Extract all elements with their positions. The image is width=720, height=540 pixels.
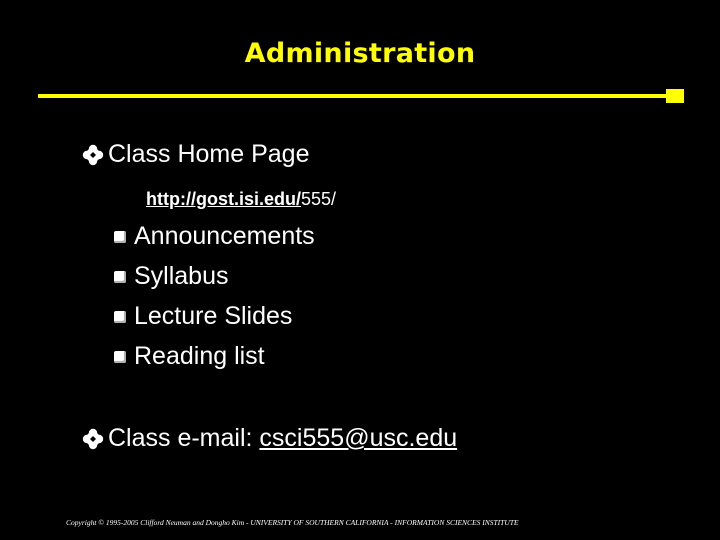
home-page-url-suffix: 555/ <box>301 189 337 209</box>
square-bullet-icon <box>114 231 126 243</box>
square-bullet-icon <box>114 351 126 363</box>
email-label: Class e-mail: <box>108 424 260 452</box>
list-item <box>114 222 315 251</box>
title-divider <box>38 94 670 98</box>
list-item <box>114 262 229 291</box>
square-bullet-icon <box>114 311 126 323</box>
list-item-label: Syllabus <box>134 262 229 290</box>
home-page-url <box>146 189 336 210</box>
home-page-link[interactable]: http://gost.isi.edu/ <box>146 189 301 209</box>
slide-title: Administration <box>244 38 476 69</box>
email-bullet <box>82 424 457 453</box>
email-link[interactable]: csci555@usc.edu <box>259 424 458 452</box>
diamond-bullet-icon <box>82 428 104 450</box>
title-divider-endcap <box>666 89 684 103</box>
home-page-label: Class Home Page <box>108 140 310 168</box>
list-item-label: Reading list <box>134 342 265 370</box>
home-page-bullet <box>82 140 309 169</box>
list-item-label: Lecture Slides <box>134 302 293 330</box>
copyright-footer: Copyright © 1995-2005 Clifford Neuman and Dongho Kim - UNIVERSITY OF SOUTHERN CALIFORNIA - INFORMATION SCIENCES INSTITUTE <box>66 518 519 527</box>
list-item <box>114 342 265 371</box>
square-bullet-icon <box>114 271 126 283</box>
list-item-label: Announcements <box>134 222 315 250</box>
diamond-bullet-icon <box>82 144 104 166</box>
list-item <box>114 302 292 331</box>
